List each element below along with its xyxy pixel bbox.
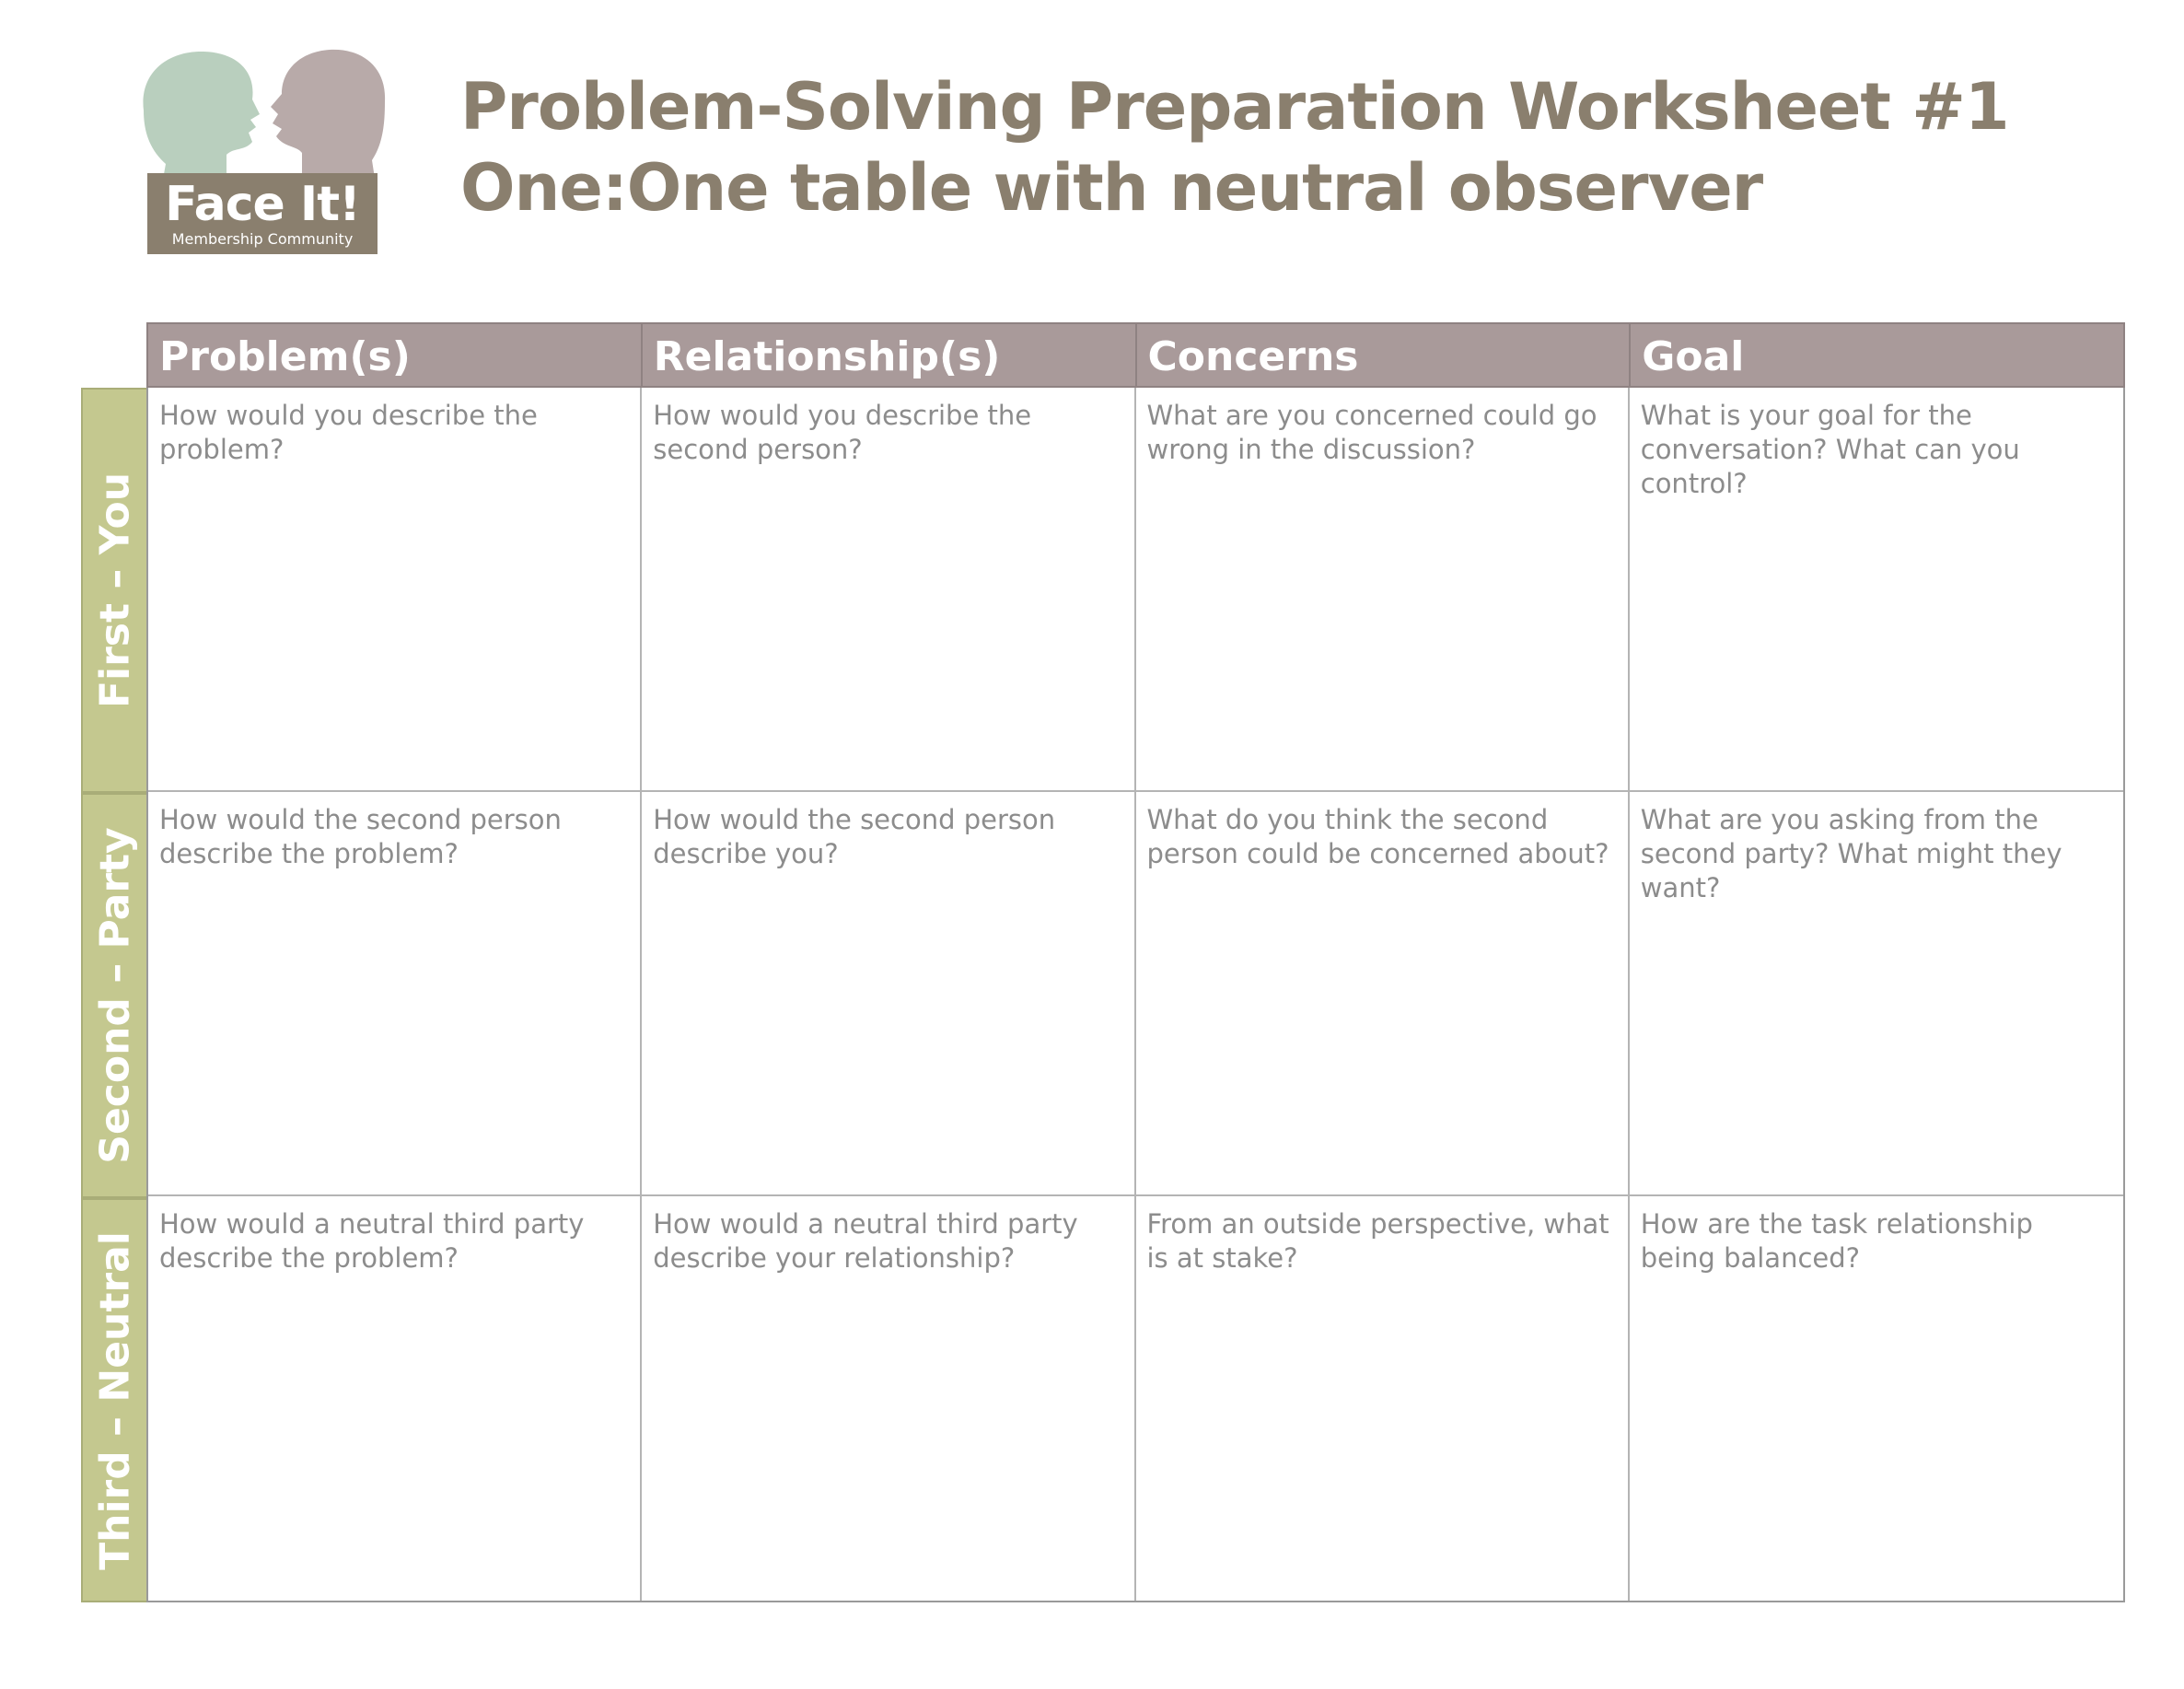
row-label-second	[81, 793, 146, 1198]
cell-first-goal[interactable]: What is your goal for the conversation? What can you control?	[1630, 388, 2123, 792]
two-faces-icon	[134, 46, 392, 184]
row-label-third-text: Third – Neutral	[91, 1230, 138, 1570]
cell-first-concerns[interactable]: What are you concerned could go wrong in the discussion?	[1136, 388, 1630, 792]
logo-badge	[147, 173, 378, 254]
cell-second-problems[interactable]: How would the second person describe the problem?	[148, 792, 642, 1196]
logo-subtitle: Membership Community	[171, 230, 354, 248]
cell-second-goal[interactable]: What are you asking from the second party? What might they want?	[1630, 792, 2123, 1196]
cell-second-concerns[interactable]: What do you think the second person could be concerned about?	[1136, 792, 1630, 1196]
column-header-problems: Problem(s)	[159, 333, 411, 380]
cell-first-problems[interactable]: How would you describe the problem?	[148, 388, 642, 792]
row-label-third	[81, 1198, 146, 1602]
worksheet-table	[146, 388, 2125, 1602]
cell-third-problems[interactable]: How would a neutral third party describe the problem?	[148, 1196, 642, 1601]
title-line-2: One:One table with neutral observer	[460, 150, 1763, 226]
column-header-goal: Goal	[1629, 324, 2123, 386]
page-title	[460, 66, 2118, 228]
table-header-row	[146, 322, 2125, 388]
cell-second-relationships[interactable]: How would the second person describe you?	[642, 792, 1135, 1196]
row-label-second-text: Second – Party	[91, 827, 138, 1164]
row-label-first-text: First – You	[91, 472, 138, 709]
cell-third-goal[interactable]: How are the task relationship being balanced?	[1640, 1208, 2033, 1274]
row-label-first	[81, 388, 146, 793]
column-header-relationships: Relationship(s)	[641, 324, 1135, 386]
logo-name: Face It!	[165, 177, 360, 232]
title-line-1: Problem-Solving Preparation Worksheet #1	[460, 69, 2009, 145]
face-it-logo	[134, 46, 392, 258]
cell-third-relationships[interactable]: How would a neutral third party describe your relationship?	[642, 1196, 1135, 1601]
cell-first-relationships[interactable]: How would you describe the second person?	[642, 388, 1135, 792]
column-header-concerns: Concerns	[1135, 324, 1630, 386]
cell-third-concerns[interactable]: From an outside perspective, what is at stake?	[1136, 1196, 1630, 1601]
